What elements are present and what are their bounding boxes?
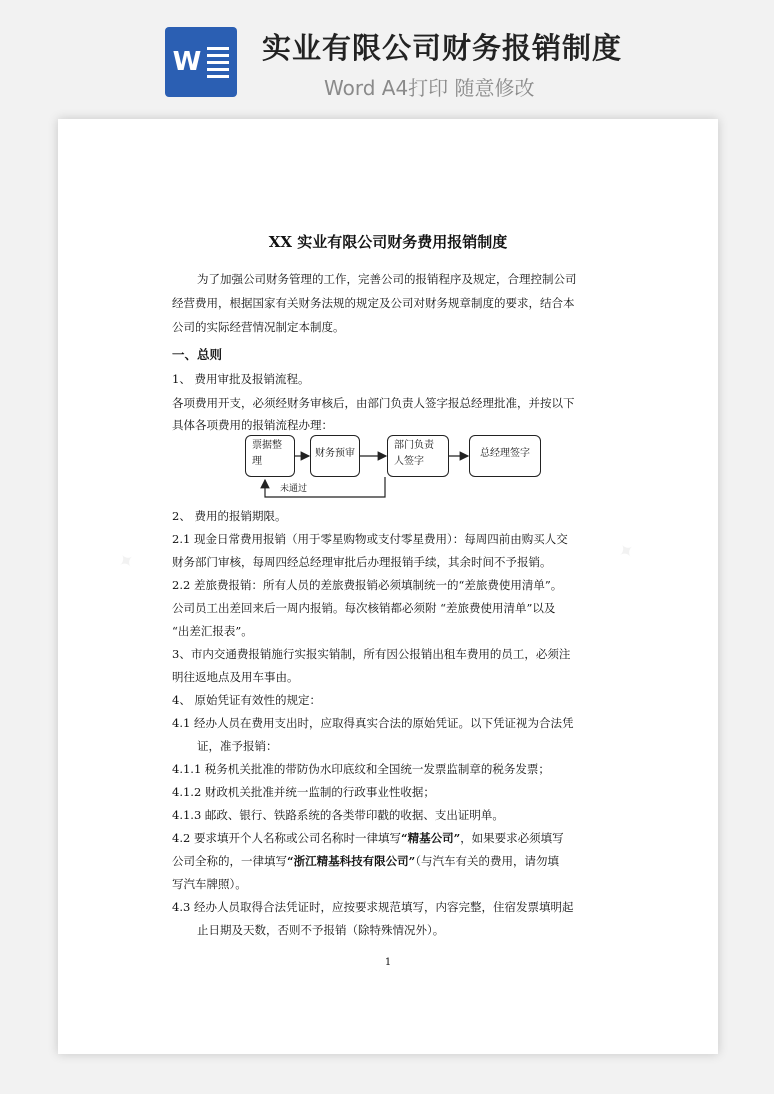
section-heading: 一、总则 — [172, 347, 223, 362]
item-4-2-text-d: 公司全称的，一律填写 — [172, 854, 287, 868]
word-icon-lines — [207, 47, 229, 82]
item-4-3-line-2: 止日期及天数，否则不予报销（除特殊情况外）。 — [197, 923, 445, 937]
item-4-2-bold-fullname: “浙江精基科技有限公司” — [287, 854, 416, 868]
intro-line-2: 经营费用，根据国家有关财务法规的规定及公司对财务规章制度的要求，结合本 — [172, 296, 575, 310]
item-4-2-bold-company: “精基公司” — [400, 831, 461, 845]
item-1-text-1: 各项费用开支，必须经财务审核后，由部门负责人签字报总经理批准，并按以下 — [172, 396, 575, 410]
item-4-2-line-1 — [172, 826, 564, 850]
item-4-2-text-f: （与汽车有关的费用，请勿填 — [415, 854, 559, 868]
flow-box-gm-sign: 总经理签字 — [469, 435, 541, 477]
item-4-2-text-a: 4.2 要求填开个人名称或公司名称时一律填写 — [172, 831, 401, 845]
flow-box-dept-sign: 部门负责人签字 — [387, 435, 449, 477]
item-4-2-line-3: 写汽车牌照）。 — [172, 877, 247, 891]
document-title: XX 实业有限公司财务费用报销制度 — [268, 233, 508, 251]
document-page — [58, 119, 718, 1054]
flow-box-receipts: 票据整理 — [245, 435, 295, 477]
watermark: ✦ — [112, 546, 141, 576]
intro-line-1: 为了加强公司财务管理的工作，完善公司的报销程序及规定，合理控制公司 — [197, 272, 577, 286]
item-1-text-2: 具体各项费用的报销流程办理： — [172, 418, 333, 432]
item-4-1-2: 4.1.2 财政机关批准并统一监制的行政事业性收据； — [172, 785, 435, 799]
flow-box-pre-audit: 财务预审 — [310, 435, 360, 477]
item-4-2-line-2 — [172, 849, 559, 873]
item-3-line-1: 3、市内交通费报销施行实报实销制，所有因公报销出租车费用的员工，必须注 — [172, 647, 571, 661]
word-doc-icon — [165, 27, 237, 97]
banner-title: 实业有限公司财务报销制度 — [262, 31, 623, 65]
item-1: 1、 费用审批及报销流程。 — [172, 372, 310, 386]
intro-line-3: 公司的实际经营情况制定本制度。 — [172, 320, 345, 334]
item-4-2-text-c: ，如果要求必须填写 — [460, 831, 564, 845]
item-4-1-line-2: 证，准予报销： — [197, 739, 278, 753]
item-4-3-line-1: 4.3 经办人员取得合法凭证时，应按要求规范填写，内容完整，住宿发票填明起 — [172, 900, 574, 914]
item-2: 2、 费用的报销期限。 — [172, 509, 287, 523]
page-number: 1 — [384, 957, 392, 968]
item-2-2-line-2: 公司员工出差回来后一周内报销。每次核销都必须附 “差旅费使用清单”以及 — [172, 601, 556, 615]
item-2-1-line-1: 2.1 现金日常费用报销（用于零星购物或支付零星费用）：每周四前由购买人交 — [172, 532, 568, 546]
banner-subtitle: Word A4打印 随意修改 — [324, 76, 535, 100]
item-3-line-2: 明往返地点及用车事由。 — [172, 670, 299, 684]
item-2-1-line-2: 财务部门审核，每周四经总经理审批后办理报销手续，其余时间不予报销。 — [172, 555, 552, 569]
banner — [0, 0, 774, 110]
flow-back-label: 未通过 — [280, 484, 308, 494]
word-icon-letter: W — [172, 47, 202, 77]
item-2-2-line-1: 2.2 差旅费报销：所有人员的差旅费报销必须填制统一的“差旅费使用清单”。 — [172, 578, 563, 592]
item-2-2-line-3: “出差汇报表”。 — [172, 624, 253, 638]
item-4-1-3: 4.1.3 邮政、银行、铁路系统的各类带印戳的收据、支出证明单。 — [172, 808, 504, 822]
item-4-1-1: 4.1.1 税务机关批准的带防伪水印底纹和全国统一发票监制章的税务发票； — [172, 762, 550, 776]
item-4: 4、 原始凭证有效性的规定： — [172, 693, 321, 707]
watermark: ✦ — [612, 536, 641, 566]
item-4-1-line-1: 4.1 经办人员在费用支出时，应取得真实合法的原始凭证。以下凭证视为合法凭 — [172, 716, 574, 730]
